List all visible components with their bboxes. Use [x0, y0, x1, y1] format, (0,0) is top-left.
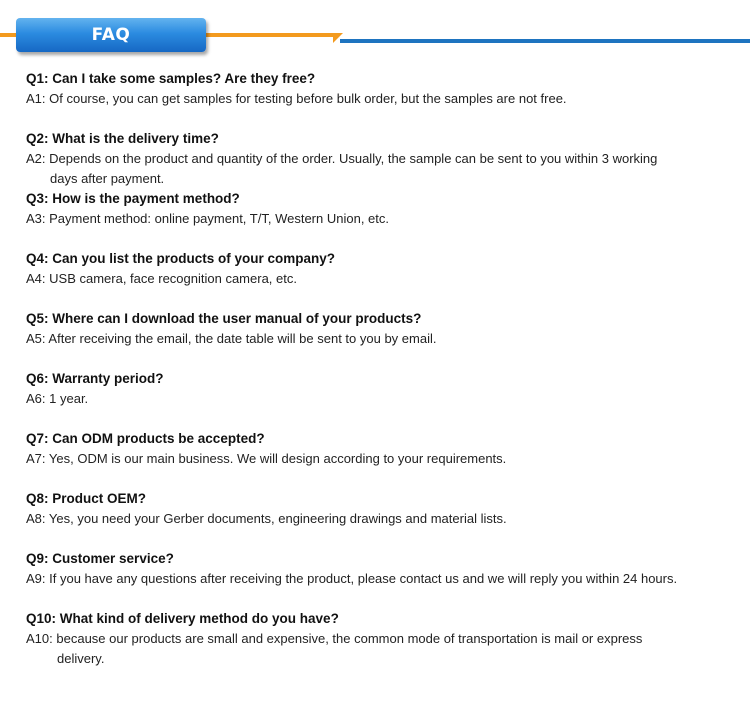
answer-label: A8:: [26, 511, 46, 526]
answer-text: Yes, you need your Gerber documents, engineering drawings and material lists.: [48, 511, 507, 526]
faq-item: [26, 69, 741, 129]
faq-answer: [26, 89, 741, 109]
faq-item: [26, 129, 741, 189]
question-label: Q2:: [26, 131, 49, 146]
faq-item: [26, 429, 741, 489]
question-label: Q8:: [26, 491, 49, 506]
faq-item: [26, 609, 741, 669]
answer-text: After receiving the email, the date table will be sent to you by email.: [48, 331, 437, 346]
answer-text: If you have any questions after receiving the product, please contact us and we will reply you within 24 hours.: [49, 571, 678, 586]
faq-question: [26, 69, 741, 89]
question-label: Q3:: [26, 191, 49, 206]
question-text: How is the payment method?: [52, 191, 240, 206]
question-text: Can I take some samples? Are they free?: [52, 71, 316, 86]
answer-text-continued: delivery.: [57, 651, 105, 666]
answer-text: Depends on the product and quantity of the order. Usually, the sample can be sent to you within 3 working: [49, 151, 658, 166]
faq-answer: [26, 449, 741, 469]
faq-item: [26, 549, 741, 609]
faq-answer: [26, 389, 741, 409]
answer-text-continued: days after payment.: [50, 171, 165, 186]
faq-answer: [26, 329, 741, 349]
faq-answer: [26, 209, 741, 229]
answer-text: because our products are small and expensive, the common mode of transportation is mail or express: [56, 631, 643, 646]
question-text: Warranty period?: [52, 371, 164, 386]
answer-text: Of course, you can get samples for testing before bulk order, but the samples are not free.: [49, 91, 567, 106]
header-accent-line-orange: [206, 33, 336, 37]
answer-label: A5:: [26, 331, 46, 346]
answer-label: A2:: [26, 151, 46, 166]
answer-text: Payment method: online payment, T/T, Western Union, etc.: [49, 211, 389, 226]
faq-title-badge: FAQ: [16, 18, 206, 52]
faq-question: [26, 549, 741, 569]
faq-question: [26, 249, 741, 269]
faq-answer: [26, 269, 741, 289]
question-text: Can ODM products be accepted?: [52, 431, 265, 446]
faq-question: [26, 609, 741, 629]
faq-item: [26, 309, 741, 369]
answer-label: A6:: [26, 391, 46, 406]
answer-text: 1 year.: [49, 391, 89, 406]
faq-answer: [26, 149, 741, 189]
question-label: Q7:: [26, 431, 49, 446]
question-label: Q5:: [26, 311, 49, 326]
faq-question: [26, 429, 741, 449]
question-text: What kind of delivery method do you have?: [59, 611, 339, 626]
answer-label: A7:: [26, 451, 46, 466]
answer-text: USB camera, face recognition camera, etc.: [49, 271, 297, 286]
question-label: Q1:: [26, 71, 49, 86]
header-accent-line-blue: [340, 39, 750, 43]
faq-answer: [26, 569, 741, 589]
answer-text: Yes, ODM is our main business. We will design according to your requirements.: [48, 451, 507, 466]
faq-list: [26, 69, 741, 669]
faq-item: [26, 249, 741, 309]
faq-answer: [26, 509, 741, 529]
answer-label: A10:: [26, 631, 53, 646]
answer-label: A9:: [26, 571, 46, 586]
faq-question: [26, 489, 741, 509]
question-text: Customer service?: [52, 551, 174, 566]
answer-label: A1:: [26, 91, 46, 106]
question-text: What is the delivery time?: [52, 131, 219, 146]
question-text: Product OEM?: [52, 491, 147, 506]
faq-question: [26, 189, 741, 209]
question-label: Q9:: [26, 551, 49, 566]
question-text: Can you list the products of your company?: [52, 251, 336, 266]
faq-question: [26, 309, 741, 329]
answer-label: A4:: [26, 271, 46, 286]
faq-item: [26, 369, 741, 429]
question-label: Q10:: [26, 611, 57, 626]
faq-question: [26, 129, 741, 149]
question-text: Where can I download the user manual of your products?: [52, 311, 422, 326]
faq-item: [26, 189, 741, 249]
header-accent-line-left: [0, 33, 16, 37]
faq-item: [26, 489, 741, 549]
faq-header: [0, 0, 750, 60]
question-label: Q4:: [26, 251, 49, 266]
question-label: Q6:: [26, 371, 49, 386]
faq-answer: [26, 629, 741, 669]
answer-label: A3:: [26, 211, 46, 226]
faq-question: [26, 369, 741, 389]
